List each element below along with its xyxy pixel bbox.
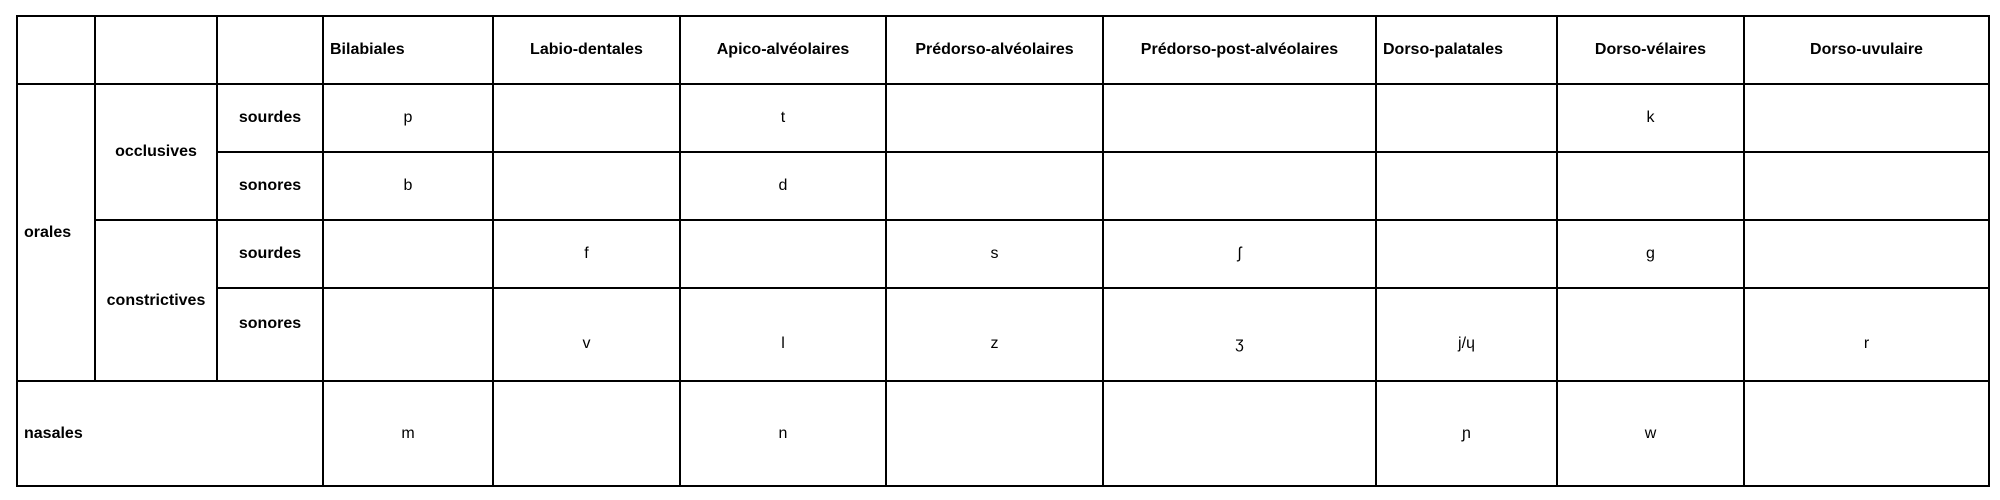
phoneme-cell: t — [680, 84, 886, 152]
phoneme-cell — [1557, 288, 1744, 381]
column-header: Dorso-palatales — [1376, 16, 1557, 84]
phoneme-cell — [493, 381, 680, 486]
phoneme-cell: r — [1744, 288, 1989, 381]
phoneme-cell: z — [886, 288, 1103, 381]
phoneme-cell: l — [680, 288, 886, 381]
phoneme-cell — [323, 288, 493, 381]
phoneme-cell: b — [323, 152, 493, 220]
voicing-label: sourdes — [217, 84, 323, 152]
empty-corner-cell — [95, 16, 217, 84]
phoneme-cell: ɲ — [1376, 381, 1557, 486]
voicing-label: sonores — [217, 288, 323, 381]
phoneme-cell: ʒ — [1103, 288, 1376, 381]
phoneme-cell — [1744, 381, 1989, 486]
phoneme-cell: g — [1557, 220, 1744, 288]
group-label-nasales: nasales — [17, 381, 323, 486]
phoneme-cell: p — [323, 84, 493, 152]
table-row — [17, 152, 1989, 220]
phoneme-cell — [886, 152, 1103, 220]
table-row — [17, 84, 1989, 152]
header-row — [17, 16, 1989, 84]
table-row — [17, 381, 1989, 486]
column-header: Dorso-uvulaire — [1744, 16, 1989, 84]
column-header: Dorso-vélaires — [1557, 16, 1744, 84]
phoneme-cell — [1103, 84, 1376, 152]
group-label-occlusives: occlusives — [95, 84, 217, 220]
phoneme-cell — [1103, 152, 1376, 220]
phoneme-cell — [1376, 84, 1557, 152]
phoneme-cell — [680, 220, 886, 288]
phoneme-cell: s — [886, 220, 1103, 288]
phoneme-cell — [1557, 152, 1744, 220]
phoneme-cell: k — [1557, 84, 1744, 152]
column-header: Labio-dentales — [493, 16, 680, 84]
phoneme-cell — [886, 381, 1103, 486]
phoneme-cell — [493, 84, 680, 152]
column-header: Prédorso-post-alvéolaires — [1103, 16, 1376, 84]
table-row — [17, 288, 1989, 381]
phoneme-cell — [1376, 220, 1557, 288]
empty-corner-cell — [217, 16, 323, 84]
phoneme-cell: m — [323, 381, 493, 486]
phoneme-cell: n — [680, 381, 886, 486]
phoneme-cell: f — [493, 220, 680, 288]
phoneme-cell: w — [1557, 381, 1744, 486]
phoneme-cell — [1744, 220, 1989, 288]
voicing-label: sourdes — [217, 220, 323, 288]
column-header: Bilabiales — [323, 16, 493, 84]
phoneme-cell — [886, 84, 1103, 152]
column-header: Prédorso-alvéolaires — [886, 16, 1103, 84]
phoneme-cell: v — [493, 288, 680, 381]
group-label-constrictives: constrictives — [95, 220, 217, 381]
phoneme-cell — [323, 220, 493, 288]
consonant-table — [16, 15, 1990, 487]
phoneme-cell — [1744, 84, 1989, 152]
group-label-orales: orales — [17, 84, 95, 381]
phoneme-cell — [1376, 152, 1557, 220]
empty-corner-cell — [17, 16, 95, 84]
voicing-label: sonores — [217, 152, 323, 220]
phoneme-cell: ʃ — [1103, 220, 1376, 288]
phoneme-cell — [493, 152, 680, 220]
phoneme-cell — [1103, 381, 1376, 486]
phoneme-cell: d — [680, 152, 886, 220]
table-row — [17, 220, 1989, 288]
phoneme-cell — [1744, 152, 1989, 220]
phoneme-cell: j/ɥ — [1376, 288, 1557, 381]
column-header: Apico-alvéolaires — [680, 16, 886, 84]
